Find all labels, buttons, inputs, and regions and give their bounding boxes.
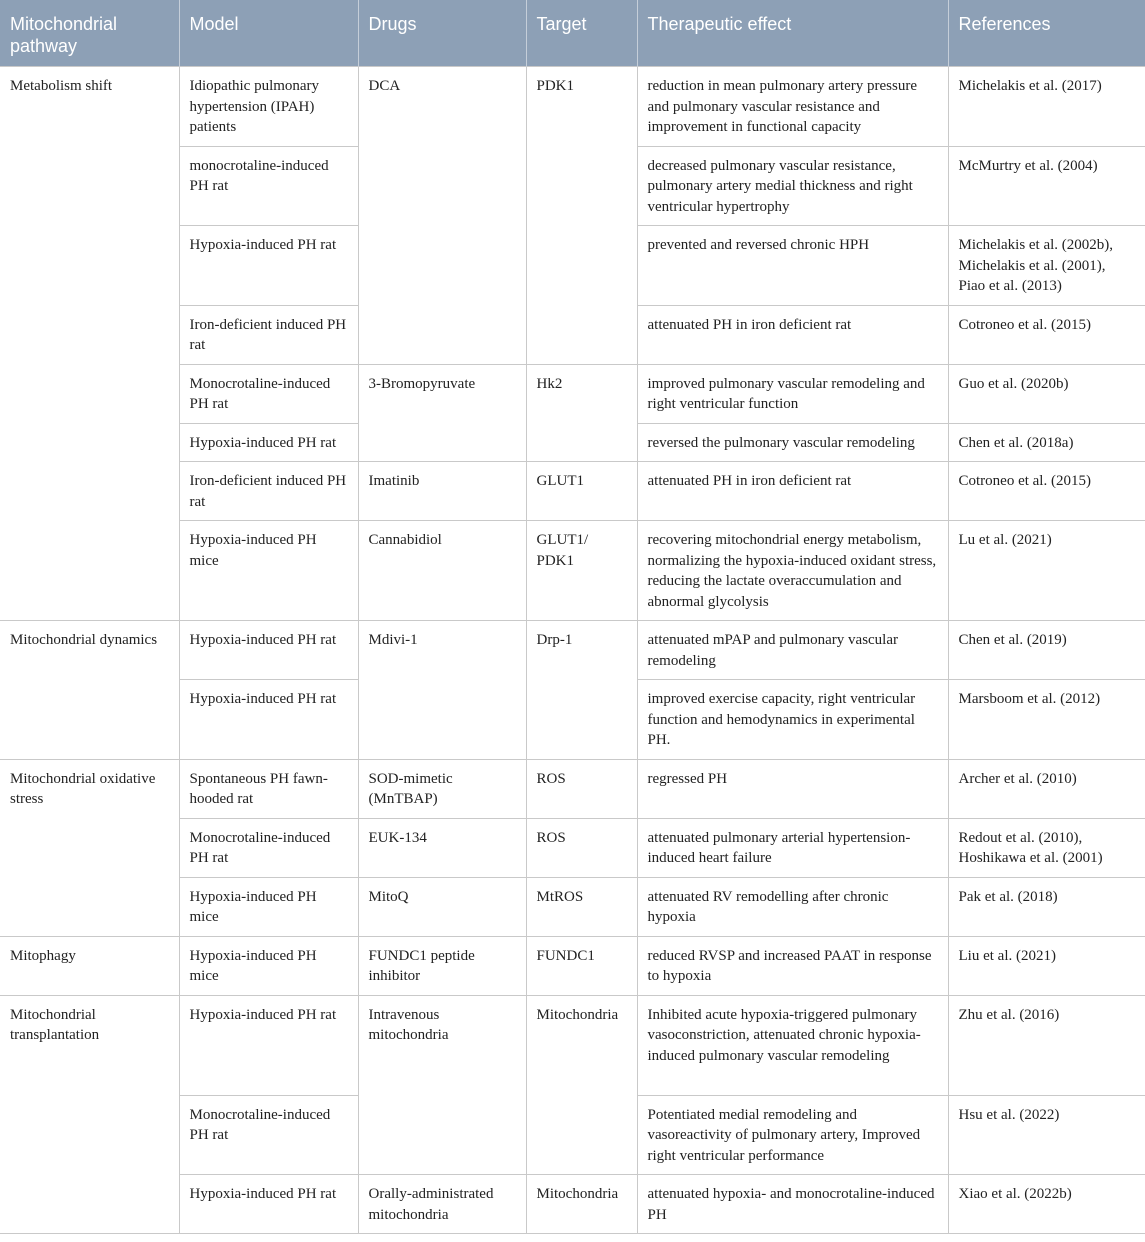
model-cell: Monocrotaline-induced PH rat xyxy=(179,1095,358,1175)
table-row xyxy=(0,759,1145,818)
effect-cell: reduced RVSP and increased PAAT in response to hypoxia xyxy=(637,936,948,995)
reference-cell: Redout et al. (2010), Hoshikawa et al. (2001) xyxy=(948,818,1145,877)
reference-cell: Archer et al. (2010) xyxy=(948,759,1145,818)
effect-cell: regressed PH xyxy=(637,759,948,818)
reference-cell: Michelakis et al. (2002b), Michelakis et al. (2001), Piao et al. (2013) xyxy=(948,226,1145,306)
header-row xyxy=(0,0,1145,67)
target-cell: Mitochondria xyxy=(526,1175,637,1234)
drug-cell: 3-Bromopyruvate xyxy=(358,364,526,462)
effect-cell: recovering mitochondrial energy metabolism, normalizing the hypoxia-induced oxidant stress, reducing the lactate overaccumulation and abnormal glycolysis xyxy=(637,521,948,621)
table-row xyxy=(0,621,1145,680)
pathway-cell: Mitophagy xyxy=(0,936,179,995)
effect-cell: attenuated hypoxia- and monocrotaline-induced PH xyxy=(637,1175,948,1234)
model-cell: Hypoxia-induced PH rat xyxy=(179,423,358,462)
target-cell: ROS xyxy=(526,759,637,818)
model-cell: Spontaneous PH fawn-hooded rat xyxy=(179,759,358,818)
pathway-cell: Mitochondrial dynamics xyxy=(0,621,179,760)
effect-cell: attenuated PH in iron deficient rat xyxy=(637,305,948,364)
drug-cell: FUNDC1 peptide inhibitor xyxy=(358,936,526,995)
table-row xyxy=(0,995,1145,1095)
model-cell: monocrotaline-induced PH rat xyxy=(179,146,358,226)
target-cell: GLUT1/ PDK1 xyxy=(526,521,637,621)
target-cell: FUNDC1 xyxy=(526,936,637,995)
drug-cell: MitoQ xyxy=(358,877,526,936)
pathway-cell: Mitochondrial transplantation xyxy=(0,995,179,1234)
pathway-cell: Metabolism shift xyxy=(0,67,179,621)
model-cell: Hypoxia-induced PH rat xyxy=(179,995,358,1095)
header-model: Model xyxy=(179,0,358,67)
target-cell: GLUT1 xyxy=(526,462,637,521)
target-cell: MtROS xyxy=(526,877,637,936)
drug-cell: EUK-134 xyxy=(358,818,526,877)
reference-cell: Cotroneo et al. (2015) xyxy=(948,305,1145,364)
reference-cell: Guo et al. (2020b) xyxy=(948,364,1145,423)
reference-cell: Cotroneo et al. (2015) xyxy=(948,462,1145,521)
model-cell: Hypoxia-induced PH rat xyxy=(179,226,358,306)
reference-cell: Liu et al. (2021) xyxy=(948,936,1145,995)
model-cell: Iron-deficient induced PH rat xyxy=(179,462,358,521)
reference-cell: Chen et al. (2018a) xyxy=(948,423,1145,462)
effect-cell: prevented and reversed chronic HPH xyxy=(637,226,948,306)
header-drugs: Drugs xyxy=(358,0,526,67)
drug-cell: DCA xyxy=(358,67,526,365)
table-row xyxy=(0,936,1145,995)
table-row xyxy=(0,67,1145,147)
header-target: Target xyxy=(526,0,637,67)
drug-cell: Orally-administrated mitochondria xyxy=(358,1175,526,1234)
header-pathway: Mitochondrial pathway xyxy=(0,0,179,67)
reference-cell: McMurtry et al. (2004) xyxy=(948,146,1145,226)
reference-cell: Marsboom et al. (2012) xyxy=(948,680,1145,760)
reference-cell: Chen et al. (2019) xyxy=(948,621,1145,680)
model-cell: Hypoxia-induced PH mice xyxy=(179,936,358,995)
target-cell: ROS xyxy=(526,818,637,877)
effect-cell: attenuated PH in iron deficient rat xyxy=(637,462,948,521)
target-cell: Hk2 xyxy=(526,364,637,462)
effect-cell: reversed the pulmonary vascular remodeling xyxy=(637,423,948,462)
model-cell: Hypoxia-induced PH mice xyxy=(179,877,358,936)
header-references: References xyxy=(948,0,1145,67)
model-cell: Idiopathic pulmonary hypertension (IPAH) patients xyxy=(179,67,358,147)
drug-cell: Cannabidiol xyxy=(358,521,526,621)
reference-cell: Lu et al. (2021) xyxy=(948,521,1145,621)
model-cell: Hypoxia-induced PH mice xyxy=(179,521,358,621)
effect-cell: improved pulmonary vascular remodeling and right ventricular function xyxy=(637,364,948,423)
effect-cell: improved exercise capacity, right ventricular function and hemodynamics in experimental PH. xyxy=(637,680,948,760)
model-cell: Monocrotaline-induced PH rat xyxy=(179,818,358,877)
effect-cell: Potentiated medial remodeling and vasoreactivity of pulmonary artery, Improved right ventricular performance xyxy=(637,1095,948,1175)
reference-cell: Hsu et al. (2022) xyxy=(948,1095,1145,1175)
drug-cell: Imatinib xyxy=(358,462,526,521)
target-cell: Drp-1 xyxy=(526,621,637,760)
effect-cell: attenuated mPAP and pulmonary vascular remodeling xyxy=(637,621,948,680)
effect-cell: reduction in mean pulmonary artery pressure and pulmonary vascular resistance and improvement in functional capacity xyxy=(637,67,948,147)
effect-cell: attenuated pulmonary arterial hypertension-induced heart failure xyxy=(637,818,948,877)
effect-cell: decreased pulmonary vascular resistance, pulmonary artery medial thickness and right ventricular hypertrophy xyxy=(637,146,948,226)
reference-cell: Pak et al. (2018) xyxy=(948,877,1145,936)
model-cell: Hypoxia-induced PH rat xyxy=(179,621,358,680)
target-cell: Mitochondria xyxy=(526,995,637,1175)
pathway-cell: Mitochondrial oxidative stress xyxy=(0,759,179,936)
drug-cell: Mdivi-1 xyxy=(358,621,526,760)
effect-cell: Inhibited acute hypoxia-triggered pulmonary vasoconstriction, attenuated chronic hypoxia-induced pulmonary vascular remodeling xyxy=(637,995,948,1095)
model-cell: Hypoxia-induced PH rat xyxy=(179,1175,358,1234)
reference-cell: Zhu et al. (2016) xyxy=(948,995,1145,1095)
header-effect: Therapeutic effect xyxy=(637,0,948,67)
model-cell: Iron-deficient induced PH rat xyxy=(179,305,358,364)
effect-cell: attenuated RV remodelling after chronic hypoxia xyxy=(637,877,948,936)
drug-cell: SOD-mimetic (MnTBAP) xyxy=(358,759,526,818)
model-cell: Hypoxia-induced PH rat xyxy=(179,680,358,760)
model-cell: Monocrotaline-induced PH rat xyxy=(179,364,358,423)
reference-cell: Michelakis et al. (2017) xyxy=(948,67,1145,147)
reference-cell: Xiao et al. (2022b) xyxy=(948,1175,1145,1234)
drug-cell: Intravenous mitochondria xyxy=(358,995,526,1175)
target-cell: PDK1 xyxy=(526,67,637,365)
